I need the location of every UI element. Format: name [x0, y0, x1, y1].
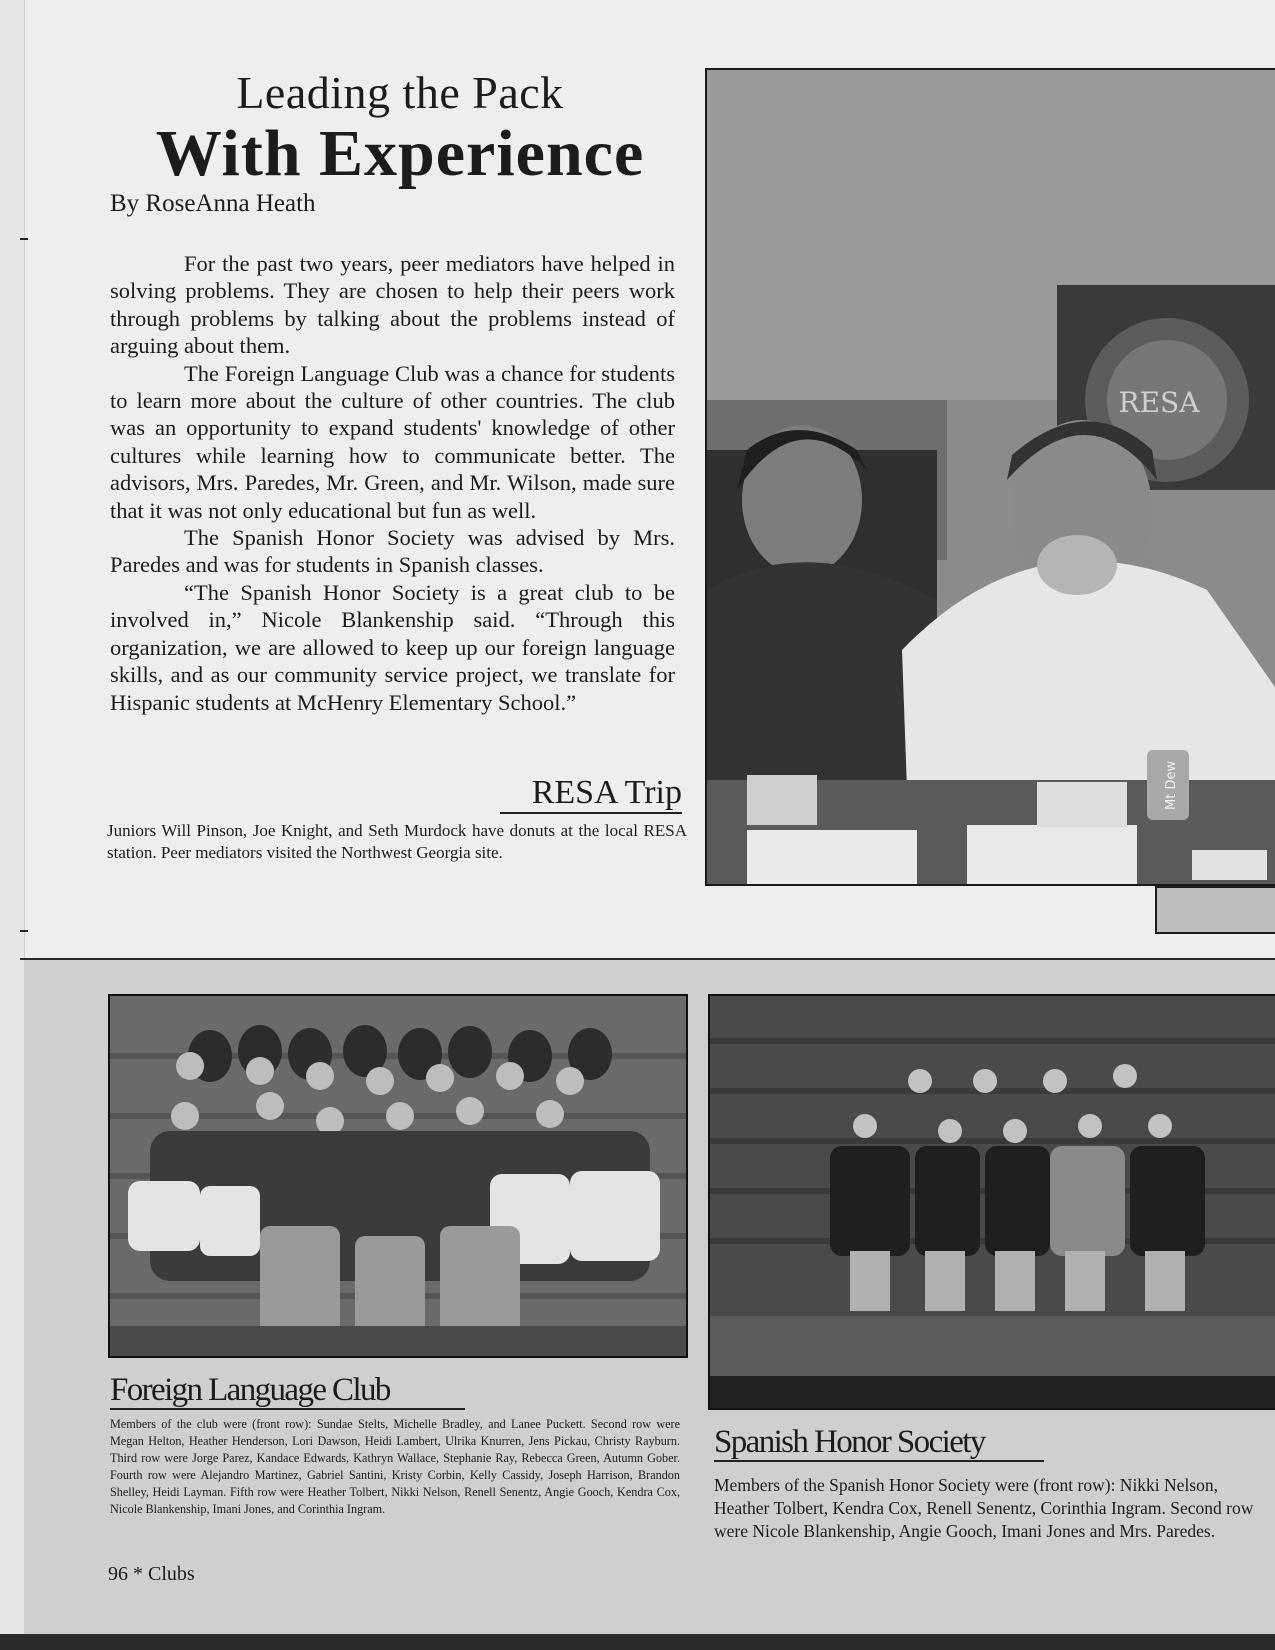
spanish-honor-society-caption — [714, 1474, 1275, 1543]
paragraph: The Foreign Language Club was a chance for students to learn more about the culture of other countries. The club was an opportunity to expand students' knowledge of other cultures while learning how to communicate better. The advisors, Mrs. Paredes, Mr. Green, and Mr. Wilson, made sure that it was not only educational but fun as well. — [110, 360, 675, 523]
page-binding-edge — [0, 0, 25, 1650]
foreign-language-club-caption: Members of the club were (front row): Sundae Stelts, Michelle Bradley, and Lanee Puckett. Second row were Megan Helton, Heather Henderson, Lori Dawson, Heidi Lambert, Ulrika Knurren, Jens Pickau, Christy Rayburn. Third row were Jorge Parez, Kandace Edwards, Kathryn Wallace, Stephanie Ray, Rebecca Green, Autumn Gober. Fourth row were Alejandro Martinez, Gabriel Santini, Kristy Corbin, Kelly Cassidy, Joseph Harrison, Brandon Shelley, Heidi Layman. Fifth row were Heather Tolbert, Nikki Nelson, Renell Senentz, Angie Gooch, Kendra Cox, Nicole Blankenship, Imani Jones, and Corinthia Ingram. — [110, 1417, 680, 1516]
caption-line: were Nicole Blankenship, Angie Gooch, Imani Jones and Mrs. Paredes. — [714, 1521, 1216, 1541]
margin-tick — [20, 930, 28, 932]
page-bottom-edge — [0, 1634, 1275, 1650]
resa-trip-caption: Juniors Will Pinson, Joe Knight, and Seth Murdock have donuts at the local RESA station. Peer mediators visited the Northwest Georgia site. — [107, 821, 687, 862]
margin-tick — [20, 238, 28, 240]
photo-sign-text: RESA — [1118, 386, 1200, 419]
paragraph: For the past two years, peer mediators have helped in solving problems. They are chosen to help their peers work through problems by talking about the problems instead of arguing about them. — [110, 251, 675, 359]
headline-line-1: Leading the Pack — [236, 67, 564, 118]
resa-trip-photo — [705, 68, 1275, 886]
spanish-honor-society-title: Spanish Honor Society — [714, 1424, 1044, 1462]
foreign-language-club-title: Foreign Language Club — [110, 1372, 465, 1410]
resa-trip-subhead: RESA Trip — [500, 776, 682, 814]
paragraph: The Spanish Honor Society was advised by Mrs. Paredes and was for students in Spanish classes. — [110, 525, 675, 578]
headline-line-2: With Experience — [155, 117, 645, 190]
caption-line: Heather Tolbert, Kendra Cox, Renell Senentz, Corinthia Ingram. Second row — [714, 1498, 1254, 1518]
caption-line: Members of the Spanish Honor Society were (front row): Nikki Nelson, — [714, 1475, 1218, 1495]
byline: By RoseAnna Heath — [110, 190, 316, 217]
foreign-language-club-photo — [108, 994, 688, 1358]
page-folio: 96 * Clubs — [108, 1563, 195, 1585]
section-divider — [20, 958, 1275, 960]
photo-can-label: Mt Dew — [1164, 760, 1179, 810]
spanish-honor-society-photo — [708, 994, 1275, 1410]
paragraph: “The Spanish Honor Society is a great club to be involved in,” Nicole Blankenship said. “Through this organization, we are allowed to keep up our foreign language skills, and as our community service project, we translate for Hispanic students at McHenry Elementary School.” — [110, 579, 675, 715]
page-tab — [1155, 886, 1275, 934]
article-body — [110, 250, 675, 716]
